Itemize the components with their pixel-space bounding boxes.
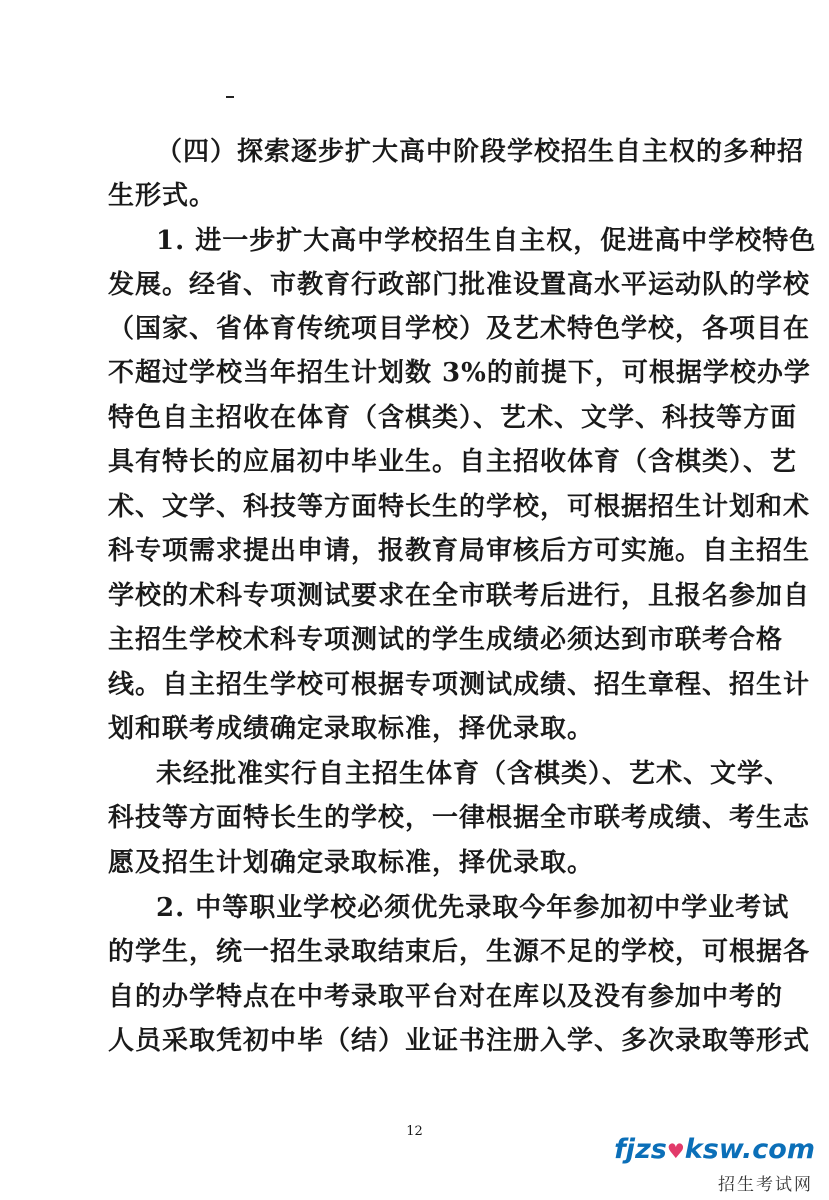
paragraph-line: 2. 中等职业学校必须优先录取今年参加初中学业考试 [156, 893, 790, 923]
paragraph-line: （国家、省体育传统项目学校）及艺术特色学校，各项目在 [108, 314, 811, 344]
section-heading-line-2: 生形式。 [108, 181, 217, 211]
paragraph-line: 1. 进一步扩大高中学校招生自主权，促进高中学校特色 [156, 226, 817, 256]
paragraph-line: 划和联考成绩确定录取标准，择优录取。 [108, 714, 595, 744]
paragraph-line: 未经批准实行自主招生体育（含棋类）、艺术、文学、 [156, 759, 792, 789]
paragraph-line: 术、文学、科技等方面特长生的学校，可根据招生计划和术 [108, 492, 811, 522]
stray-mark [226, 96, 234, 98]
paragraph-line: 自的办学特点在中考录取平台对在库以及没有参加中考的 [108, 982, 784, 1012]
logo-suffix: ksw.com [684, 1134, 815, 1165]
paragraph-line: 特色自主招收在体育（含棋类）、艺术、文学、科技等方面 [108, 403, 798, 433]
logo-prefix: fjzs [614, 1134, 667, 1165]
paragraph-line: 的学生，统一招生录取结束后，生源不足的学校，可根据各 [108, 937, 811, 967]
page-number: 12 [406, 1124, 423, 1139]
paragraph-line: 线。自主招生学校可根据专项测试成绩、招生章程、招生计 [108, 670, 811, 700]
paragraph-line: 发展。经省、市教育行政部门批准设置高水平运动队的学校 [108, 270, 811, 300]
site-tagline: 招生考试网 [718, 1175, 813, 1195]
paragraph-line: 愿及招生计划确定录取标准，择优录取。 [108, 848, 595, 878]
site-watermark [614, 1134, 815, 1195]
paragraph-line: 人员采取凭初中毕（结）业证书注册入学、多次录取等形式 [108, 1026, 811, 1056]
paragraph-line: 科专项需求提出申请，报教育局审核后方可实施。自主招生 [108, 536, 811, 566]
section-heading-line-1: （四）探索逐步扩大高中阶段学校招生自主权的多种招 [156, 137, 805, 167]
paragraph-line: 主招生学校术科专项测试的学生成绩必须达到市联考合格 [108, 625, 784, 655]
site-logo [614, 1134, 815, 1165]
paragraph-line: 科技等方面特长生的学校，一律根据全市联考成绩、考生志 [108, 803, 811, 833]
paragraph-line: 不超过学校当年招生计划数 3%的前提下，可根据学校办学 [108, 358, 811, 388]
heart-icon: ♥ [666, 1139, 685, 1163]
paragraph-line: 学校的术科专项测试要求在全市联考后进行，且报名参加自 [108, 581, 811, 611]
paragraph-line: 具有特长的应届初中毕业生。自主招收体育（含棋类）、艺 [108, 447, 798, 477]
